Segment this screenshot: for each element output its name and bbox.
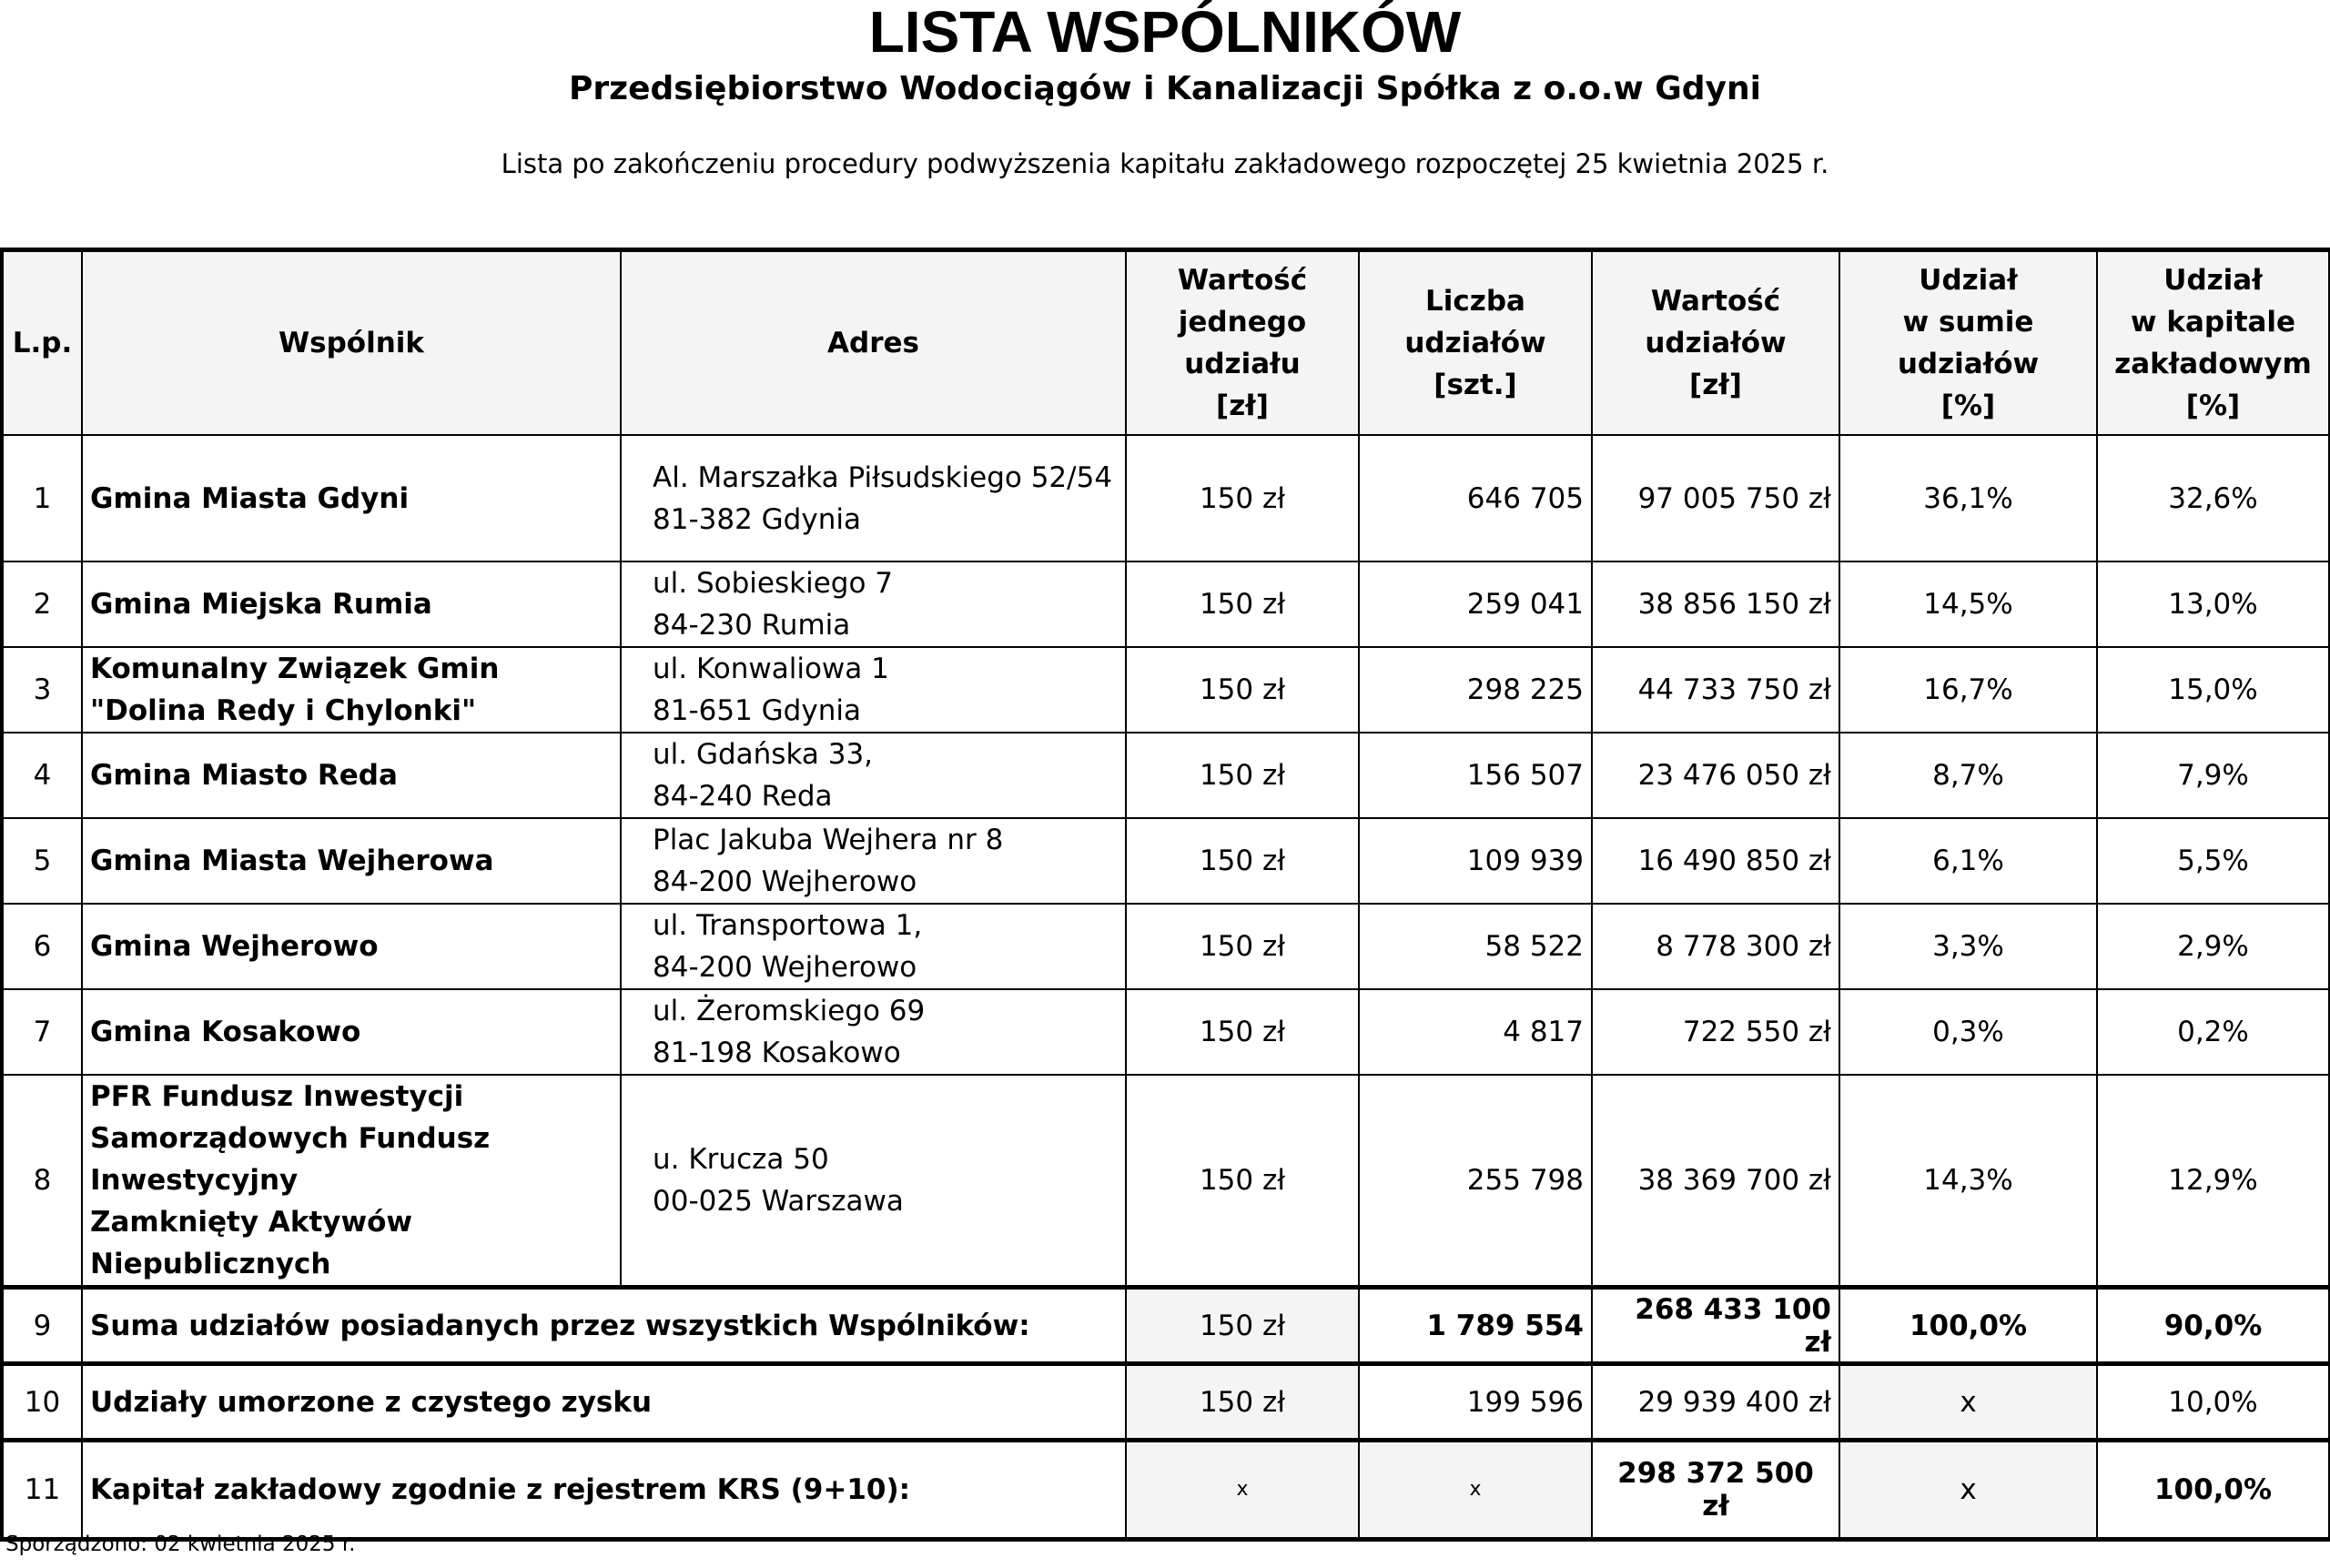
unit-value: 150 zł [1126, 1364, 1359, 1441]
partner-name: Komunalny Związek Gmin "Dolina Redy i Chylonki" [82, 647, 621, 733]
table-row [3, 1075, 2329, 1288]
share-capital-percent: 7,9% [2097, 733, 2329, 818]
share-count: 199 596 [1359, 1364, 1592, 1441]
share-sum-percent: 0,3% [1839, 989, 2097, 1075]
share-sum-percent: 14,3% [1839, 1075, 2097, 1288]
table-row [3, 818, 2329, 904]
share-count: 58 522 [1359, 904, 1592, 989]
share-count: 1 789 554 [1359, 1288, 1592, 1364]
summary-row [3, 1364, 2329, 1441]
share-capital-percent: 100,0% [2097, 1441, 2329, 1538]
prepared-date: Sporządzono: 02 kwietnia 2025 r. [5, 1533, 356, 1556]
row-lp: 6 [3, 904, 82, 989]
share-value: 8 778 300 zł [1592, 904, 1839, 989]
row-lp: 5 [3, 818, 82, 904]
share-value: 29 939 400 zł [1592, 1364, 1839, 1441]
share-capital-percent: 0,2% [2097, 989, 2329, 1075]
share-value: 38 856 150 zł [1592, 561, 1839, 647]
table-row [3, 904, 2329, 989]
row-lp: 4 [3, 733, 82, 818]
partner-address: Al. Marszałka Piłsudskiego 52/54 81-382 Gdynia [621, 435, 1126, 561]
document-title: LISTA WSPÓLNIKÓW [868, 0, 1462, 65]
share-count: 255 798 [1359, 1075, 1592, 1288]
share-sum-percent: 16,7% [1839, 647, 2097, 733]
header-share-sum: Udział w sumie udziałów [%] [1839, 251, 2097, 435]
unit-value: 150 zł [1126, 1075, 1359, 1288]
partner-address: ul. Konwaliowa 1 81-651 Gdynia [621, 647, 1126, 733]
row-lp: 2 [3, 561, 82, 647]
share-sum-percent: 6,1% [1839, 818, 2097, 904]
partner-name: Gmina Wejherowo [82, 904, 621, 989]
list-note: Lista po zakończeniu procedury podwyższenia kapitału zakładowego rozpoczętej 25 kwietnia 2025 r. [501, 148, 1829, 179]
partner-address: ul. Sobieskiego 7 84-230 Rumia [621, 561, 1126, 647]
share-sum-percent: x [1839, 1364, 2097, 1441]
share-capital-percent: 32,6% [2097, 435, 2329, 561]
partner-address: ul. Gdańska 33, 84-240 Reda [621, 733, 1126, 818]
header-partner: Wspólnik [82, 251, 621, 435]
share-count: 109 939 [1359, 818, 1592, 904]
partner-address: ul. Transportowa 1, 84-200 Wejherowo [621, 904, 1126, 989]
share-value: 16 490 850 zł [1592, 818, 1839, 904]
unit-value: 150 zł [1126, 818, 1359, 904]
unit-value: 150 zł [1126, 1288, 1359, 1364]
header-unit-value: Wartość jednego udziału [zł] [1126, 251, 1359, 435]
header-count: Liczba udziałów [szt.] [1359, 251, 1592, 435]
share-count: x [1359, 1441, 1592, 1538]
share-count: 298 225 [1359, 647, 1592, 733]
table-row [3, 989, 2329, 1075]
row-lp: 7 [3, 989, 82, 1075]
share-sum-percent: 14,5% [1839, 561, 2097, 647]
unit-value: 150 zł [1126, 989, 1359, 1075]
share-capital-percent: 12,9% [2097, 1075, 2329, 1288]
summary-label: Suma udziałów posiadanych przez wszystkich Wspólników: [82, 1288, 1126, 1364]
share-count: 646 705 [1359, 435, 1592, 561]
summary-row [3, 1288, 2329, 1364]
share-sum-percent: 100,0% [1839, 1288, 2097, 1364]
header-lp: L.p. [3, 251, 82, 435]
table-row [3, 733, 2329, 818]
share-value: 23 476 050 zł [1592, 733, 1839, 818]
share-sum-percent: 3,3% [1839, 904, 2097, 989]
partner-address: Plac Jakuba Wejhera nr 8 84-200 Wejherowo [621, 818, 1126, 904]
share-capital-percent: 5,5% [2097, 818, 2329, 904]
share-sum-percent: x [1839, 1441, 2097, 1538]
table-row [3, 647, 2329, 733]
share-value: 38 369 700 zł [1592, 1075, 1839, 1288]
unit-value: x [1126, 1441, 1359, 1538]
row-lp: 9 [3, 1288, 82, 1364]
table-row [3, 435, 2329, 561]
header-share-capital: Udział w kapitale zakładowym [%] [2097, 251, 2329, 435]
share-value: 44 733 750 zł [1592, 647, 1839, 733]
partner-name: Gmina Miasta Gdyni [82, 435, 621, 561]
share-capital-percent: 15,0% [2097, 647, 2329, 733]
row-lp: 1 [3, 435, 82, 561]
row-lp: 3 [3, 647, 82, 733]
share-count: 4 817 [1359, 989, 1592, 1075]
partner-name: Gmina Miasto Reda [82, 733, 621, 818]
share-count: 156 507 [1359, 733, 1592, 818]
partners-table [2, 250, 2330, 1539]
share-value: 268 433 100 zł [1592, 1288, 1839, 1364]
share-count: 259 041 [1359, 561, 1592, 647]
summary-label: Kapitał zakładowy zgodnie z rejestrem KRS (9+10): [82, 1441, 1126, 1538]
header-address: Adres [621, 251, 1126, 435]
table-header-row [3, 251, 2329, 435]
share-value: 97 005 750 zł [1592, 435, 1839, 561]
share-capital-percent: 2,9% [2097, 904, 2329, 989]
partner-address: ul. Żeromskiego 69 81-198 Kosakowo [621, 989, 1126, 1075]
header-value: Wartość udziałów [zł] [1592, 251, 1839, 435]
share-capital-percent: 13,0% [2097, 561, 2329, 647]
partner-name: Gmina Miasta Wejherowa [82, 818, 621, 904]
company-name: Przedsiębiorstwo Wodociągów i Kanalizacji Spółka z o.o.w Gdyni [568, 70, 1761, 107]
unit-value: 150 zł [1126, 733, 1359, 818]
table-row [3, 561, 2329, 647]
share-value: 722 550 zł [1592, 989, 1839, 1075]
share-capital-percent: 10,0% [2097, 1364, 2329, 1441]
share-sum-percent: 36,1% [1839, 435, 2097, 561]
unit-value: 150 zł [1126, 561, 1359, 647]
partner-name: Gmina Miejska Rumia [82, 561, 621, 647]
unit-value: 150 zł [1126, 904, 1359, 989]
share-capital-percent: 90,0% [2097, 1288, 2329, 1364]
unit-value: 150 zł [1126, 647, 1359, 733]
partner-address: u. Krucza 50 00-025 Warszawa [621, 1075, 1126, 1288]
share-sum-percent: 8,7% [1839, 733, 2097, 818]
summary-row [3, 1441, 2329, 1538]
row-lp: 10 [3, 1364, 82, 1441]
unit-value: 150 zł [1126, 435, 1359, 561]
partner-name: PFR Fundusz Inwestycji Samorządowych Fundusz Inwestycyjny Zamknięty Aktywów Niepublicznych [82, 1075, 621, 1288]
row-lp: 11 [3, 1441, 82, 1538]
share-value: 298 372 500 zł [1592, 1441, 1839, 1538]
row-lp: 8 [3, 1075, 82, 1288]
partner-name: Gmina Kosakowo [82, 989, 621, 1075]
summary-label: Udziały umorzone z czystego zysku [82, 1364, 1126, 1441]
